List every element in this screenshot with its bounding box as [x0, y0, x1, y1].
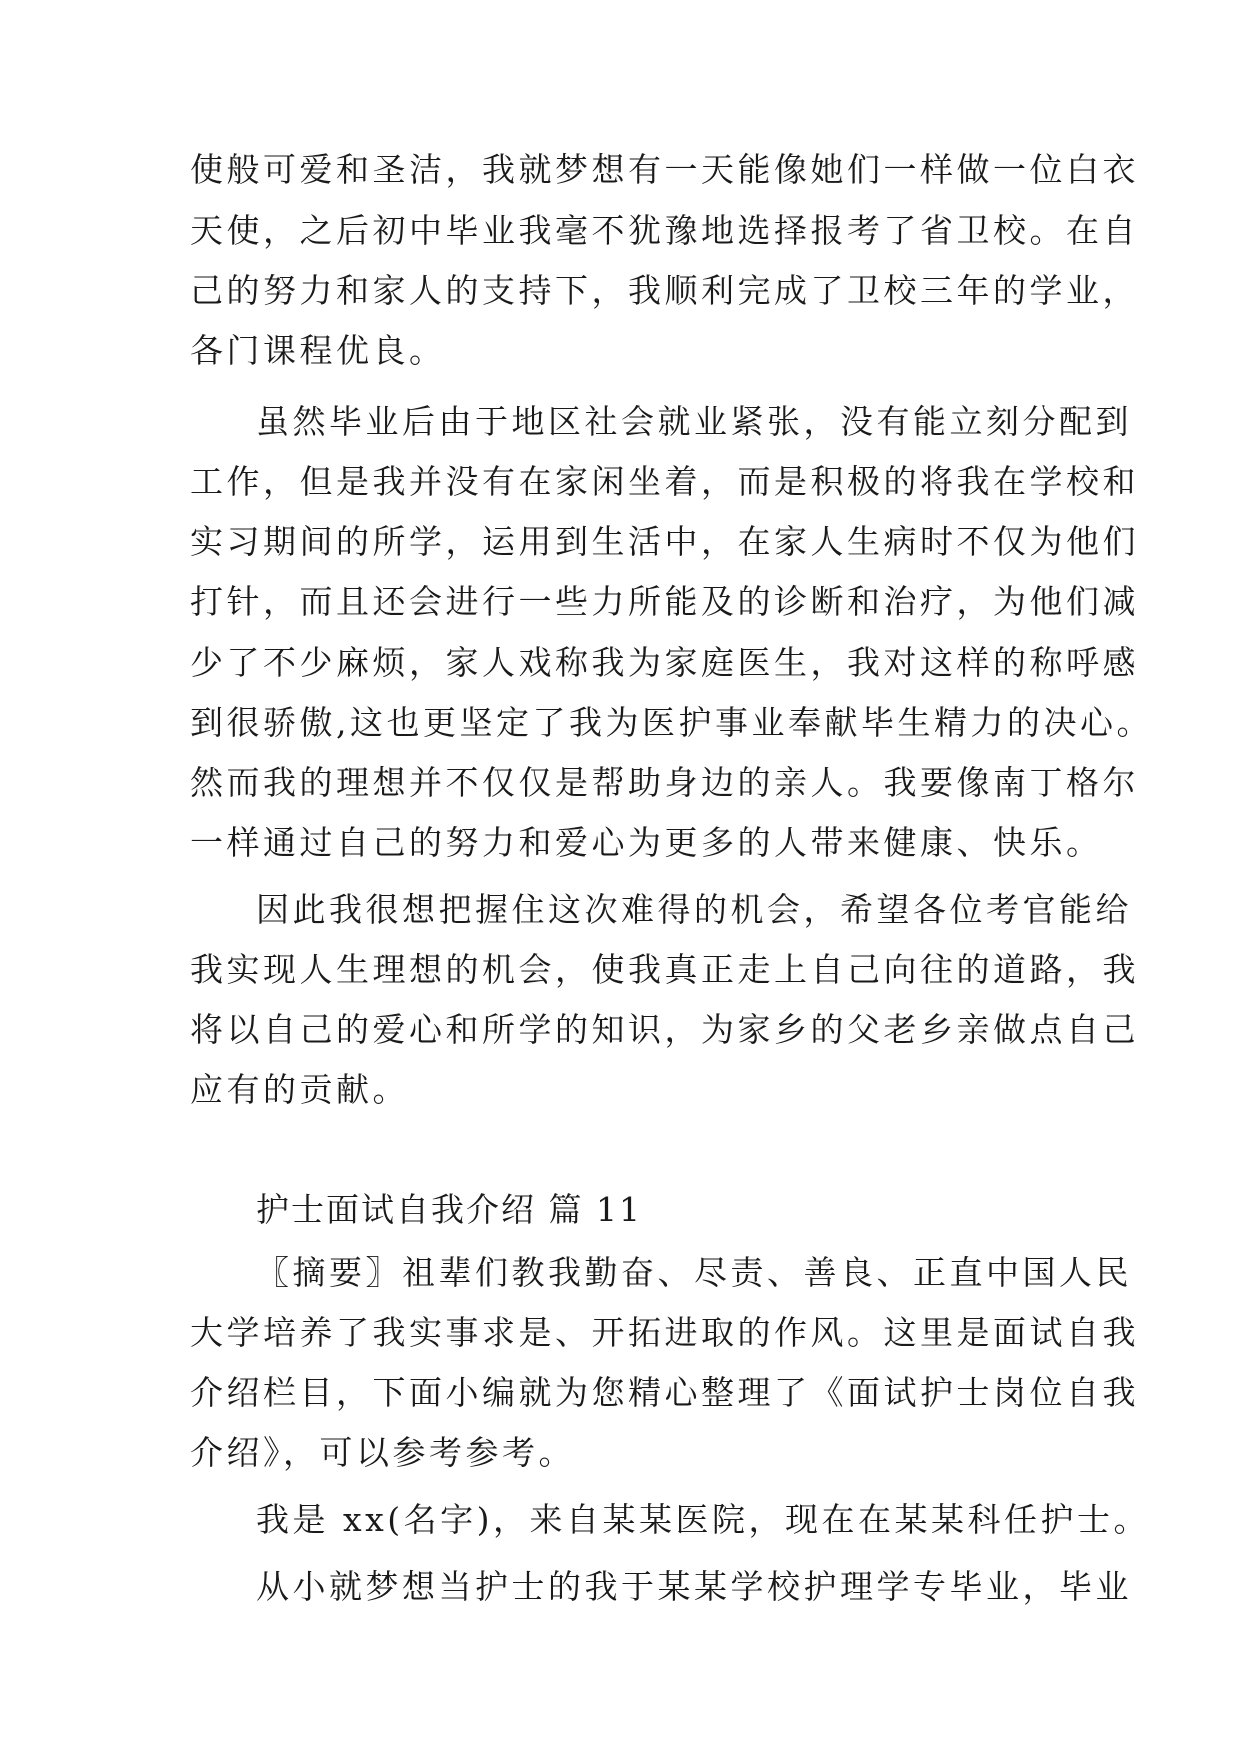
- section-line: 从小就梦想当护士的我于某某学校护理学专毕业，毕业: [256, 1567, 1132, 1606]
- section-line: 我是 xx(名字)，来自某某医院，现在在某某科任护士。: [256, 1500, 1150, 1539]
- section-title: 护士面试自我介绍 篇 11: [256, 1190, 642, 1229]
- body-line: 虽然毕业后由于地区社会就业紧张，没有能立刻分配到: [256, 402, 1132, 441]
- body-line: 少了不少麻烦，家人戏称我为家庭医生，我对这样的称呼感: [190, 643, 1139, 682]
- body-line: 实习期间的所学，运用到生活中，在家人生病时不仅为他们: [190, 522, 1139, 561]
- section-line: 大学培养了我实事求是、开拓进取的作风。这里是面试自我: [190, 1313, 1139, 1352]
- body-line: 应有的贡献。: [190, 1070, 409, 1109]
- section-line: 〖摘要〗祖辈们教我勤奋、尽责、善良、正直中国人民: [256, 1253, 1132, 1292]
- body-line: 各门课程优良。: [190, 331, 446, 370]
- body-line: 到很骄傲,这也更坚定了我为医护事业奉献毕生精力的决心。: [190, 703, 1153, 742]
- body-line: 一样通过自己的努力和爱心为更多的人带来健康、快乐。: [190, 823, 1103, 862]
- body-line: 工作，但是我并没有在家闲坐着，而是积极的将我在学校和: [190, 462, 1139, 501]
- body-line: 使般可爱和圣洁，我就梦想有一天能像她们一样做一位白衣: [190, 150, 1139, 189]
- body-line: 然而我的理想并不仅仅是帮助身边的亲人。我要像南丁格尔: [190, 763, 1139, 802]
- body-line: 将以自己的爱心和所学的知识，为家乡的父老乡亲做点自己: [190, 1010, 1139, 1049]
- body-line: 天使，之后初中毕业我毫不犹豫地选择报考了省卫校。在自: [190, 211, 1139, 250]
- body-line: 我实现人生理想的机会，使我真正走上自己向往的道路，我: [190, 950, 1139, 989]
- body-line: 因此我很想把握住这次难得的机会，希望各位考官能给: [256, 890, 1132, 929]
- body-line: 打针，而且还会进行一些力所能及的诊断和治疗，为他们减: [190, 582, 1139, 621]
- body-line: 己的努力和家人的支持下，我顺利完成了卫校三年的学业，: [190, 271, 1139, 310]
- section-line: 介绍》，可以参考参考。: [190, 1433, 575, 1472]
- section-line: 介绍栏目，下面小编就为您精心整理了《面试护士岗位自我: [190, 1373, 1139, 1412]
